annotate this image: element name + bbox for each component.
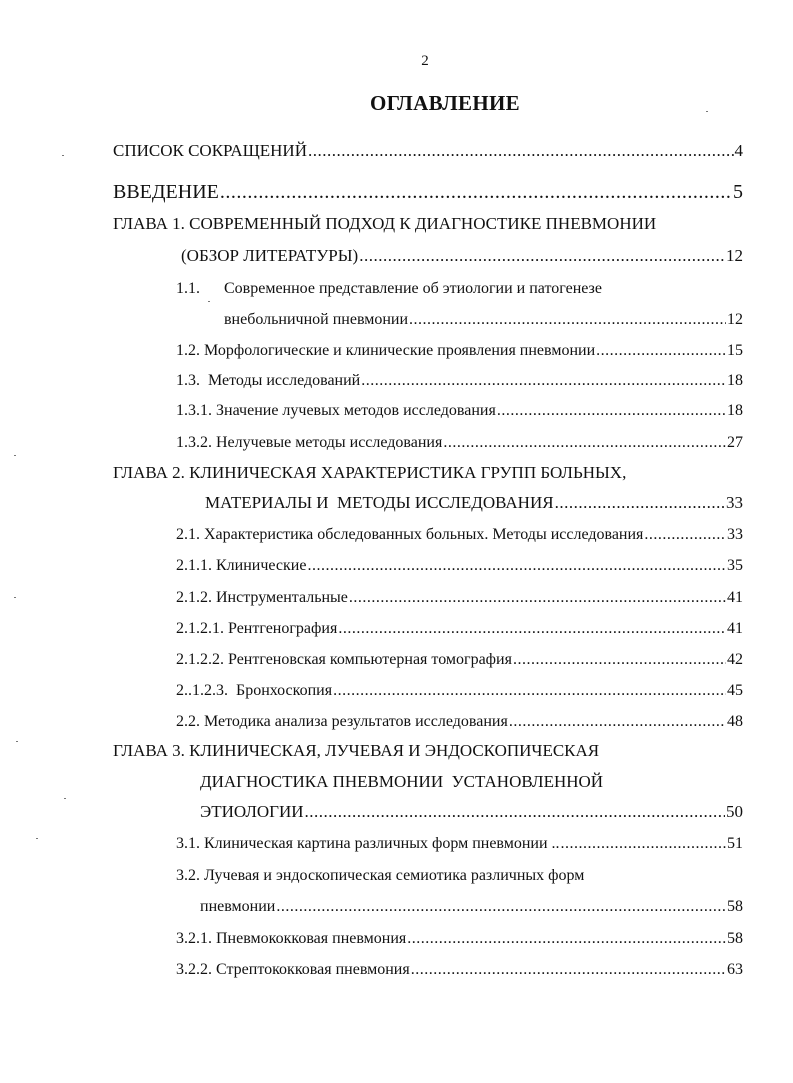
toc-entry-label: 3.1. Клиническая картина различных форм пневмонии .. [176,835,560,852]
toc-entry-page: 15 [727,342,743,359]
toc-entry-label: 1.3.1. Значение лучевых методов исследования [176,402,496,419]
toc-s1-1-line1[interactable] [176,278,743,300]
toc-leader-dots [338,618,726,640]
toc-entry-label: 3.2.1. Пневмококковая пневмония [176,930,407,947]
toc-leader-dots [411,959,726,981]
toc-entry-page: 5 [733,181,743,203]
toc-leader-dots [407,928,726,950]
toc-entry-page: 35 [727,557,743,574]
toc-entry-page: 42 [727,651,743,668]
toc-entry-abbreviations[interactable] [113,140,743,162]
toc-leader-dots [596,340,726,362]
toc-entry-label: 2..1.2.3. Бронхоскопия [176,682,333,699]
toc-entry-page: 12 [727,311,743,328]
scan-speck [36,838,38,839]
toc-leader-dots [305,801,725,823]
toc-leader-dots [359,245,725,267]
toc-entry-s3-1[interactable] [176,833,743,855]
toc-s3-2-line1[interactable]: 3.2. Лучевая и эндоскопическая семиотика различных форм [176,867,585,884]
toc-entry-label: 2.1.2. Инструментальные [176,589,348,606]
toc-leader-dots [349,587,726,609]
toc-entry-label: 1.2. Морфологические и клинические проявления пневмонии [176,342,596,359]
toc-chapter1-line1[interactable]: ГЛАВА 1. СОВРЕМЕННЫЙ ПОДХОД К ДИАГНОСТИКЕ ПНЕВМОНИИ [113,214,657,233]
toc-leader-dots [443,432,726,454]
toc-entry-page: 41 [727,620,743,637]
toc-leader-dots [409,309,726,331]
toc-entry-label: (ОБЗОР ЛИТЕРАТУРЫ) [181,246,359,265]
toc-entry-s1-2[interactable] [176,340,743,362]
toc-leader-dots [361,370,726,392]
toc-entry-page: 58 [727,930,743,947]
toc-entry-page: 33 [727,526,743,543]
toc-entry-s2-1-2-3[interactable] [176,680,743,702]
toc-entry-page: 18 [727,372,743,389]
toc-entry-page: 41 [727,589,743,606]
toc-entry-label: МАТЕРИАЛЫ И МЕТОДЫ ИССЛЕДОВАНИЯ [205,493,554,512]
toc-entry-label: внебольничной пневмонии [224,311,409,328]
toc-entry-s2-2[interactable] [176,711,743,733]
toc-entry-chapter3[interactable] [200,801,743,823]
toc-entry-s3-2-1[interactable] [176,928,743,950]
toc-entry-s3-2-2[interactable] [176,959,743,981]
toc-entry-label: пневмонии [200,898,276,915]
toc-entry-page: 50 [726,802,743,821]
toc-leader-dots [333,680,726,702]
scan-speck [62,155,64,156]
toc-entry-page: 48 [727,713,743,730]
toc-entry-page: 51 [727,835,743,852]
scan-speck [14,455,16,456]
toc-entry-page: 33 [726,493,743,512]
toc-leader-dots [561,833,726,855]
toc-leader-dots [308,140,734,162]
scan-speck [706,111,708,112]
toc-leader-dots [509,711,726,733]
toc-leader-dots [555,492,725,514]
toc-entry-label: 2.1.1. Клинические [176,557,307,574]
scan-speck [14,597,16,598]
toc-entry-s1-3-2[interactable] [176,432,743,454]
toc-entry-label: СПИСОК СОКРАЩЕНИЙ [113,141,307,160]
toc-entry-s3-2[interactable] [200,896,743,918]
toc-entry-s1-1[interactable] [224,309,743,331]
toc-entry-s2-1[interactable] [176,524,743,546]
toc-section-text: Современное представление об этиологии и патогенезе [224,280,602,297]
toc-entry-s2-1-1[interactable] [176,555,743,577]
toc-entry-label: 1.3.2. Нелучевые методы исследования [176,434,443,451]
scan-speck [64,798,66,799]
toc-chapter3-line1[interactable]: ГЛАВА 3. КЛИНИЧЕСКАЯ, ЛУЧЕВАЯ И ЭНДОСКОПИЧЕСКАЯ [113,741,600,760]
toc-entry-page: 58 [727,898,743,915]
toc-entry-label: 2.1. Характеристика обследованных больных. Методы исследования [176,526,644,543]
toc-entry-page: 4 [734,141,743,160]
toc-entry-label: 2.1.2.1. Рентгенография [176,620,338,637]
toc-entry-page: 27 [727,434,743,451]
toc-entry-s2-1-2[interactable] [176,587,743,609]
toc-entry-s2-1-2-1[interactable] [176,618,743,640]
toc-chapter3-line2[interactable]: ДИАГНОСТИКА ПНЕВМОНИИ УСТАНОВЛЕННОЙ [200,772,604,791]
toc-section-number: 1.1. [176,280,200,297]
toc-entry-label: 2.1.2.2. Рентгеновская компьютерная томография [176,651,512,668]
toc-leader-dots [220,179,732,205]
toc-entry-label: 2.2. Методика анализа результатов исследования [176,713,508,730]
toc-leader-dots [513,649,726,671]
toc-entry-page: 12 [726,246,743,265]
toc-entry-label: 1.3. Методы исследований [176,372,361,389]
toc-entry-chapter1[interactable] [181,245,743,267]
toc-leader-dots [276,896,726,918]
toc-entry-label: 3.2.2. Стрептококковая пневмония [176,961,410,978]
toc-title: ОГЛАВЛЕНИЕ [370,91,520,115]
toc-chapter2-line1[interactable]: ГЛАВА 2. КЛИНИЧЕСКАЯ ХАРАКТЕРИСТИКА ГРУПП БОЛЬНЫХ, [113,463,627,482]
toc-entry-label: ВВЕДЕНИЕ [113,181,219,203]
toc-entry-s1-3-1[interactable] [176,400,743,422]
page-number: 2 [421,53,429,69]
toc-leader-dots [307,555,726,577]
toc-entry-s2-1-2-2[interactable] [176,649,743,671]
toc-entry-page: 45 [727,682,743,699]
scan-speck [208,301,210,302]
toc-entry-chapter2[interactable] [205,492,743,514]
toc-entry-page: 18 [727,402,743,419]
toc-leader-dots [644,524,726,546]
toc-leader-dots [497,400,726,422]
scan-speck [16,741,18,742]
toc-entry-introduction[interactable] [113,179,743,205]
toc-entry-s1-3[interactable] [176,370,743,392]
toc-entry-label: ЭТИОЛОГИИ [200,802,304,821]
toc-entry-page: 63 [727,961,743,978]
